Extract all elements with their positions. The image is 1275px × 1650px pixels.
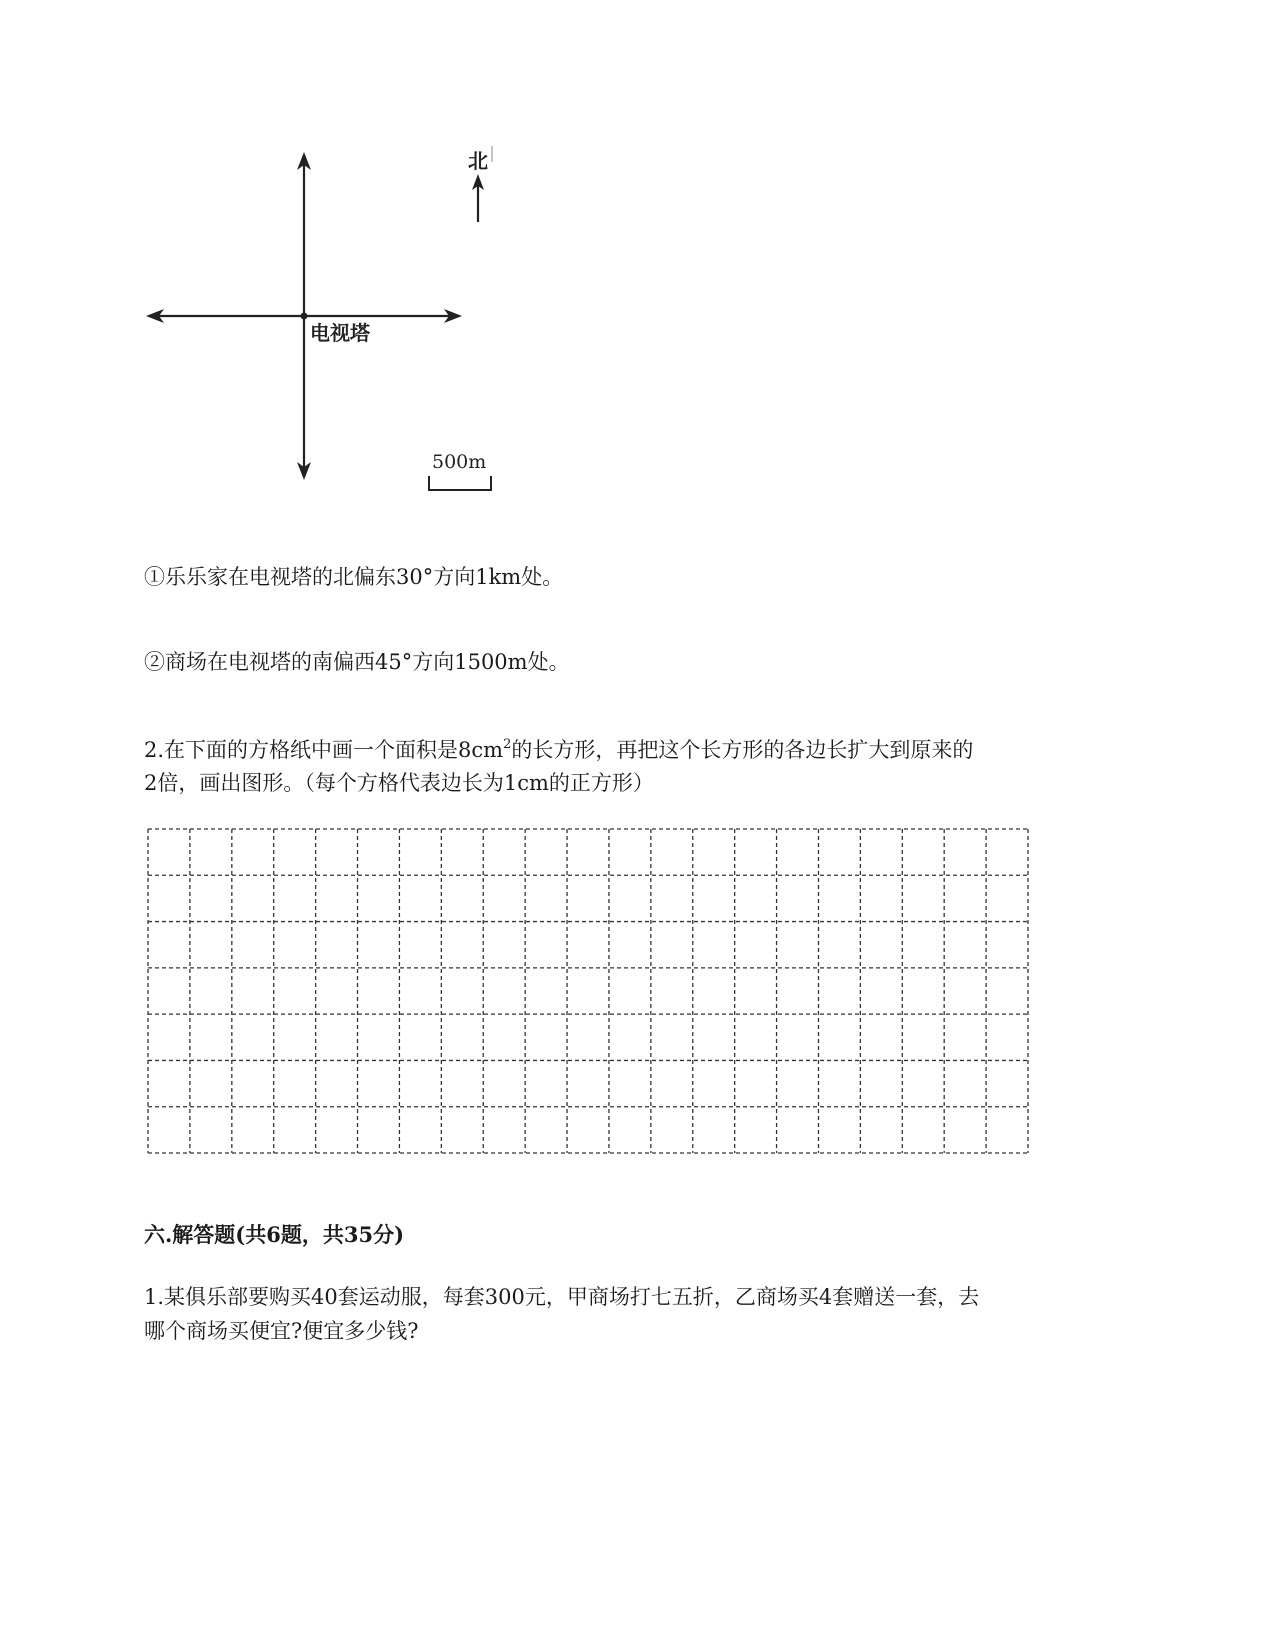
scale-label: 500m — [432, 451, 487, 473]
tower-point — [301, 313, 308, 320]
q1-item-2: ②商场在电视塔的南偏西45°方向1500m处。 — [144, 650, 570, 674]
tower-label: 电视塔 — [310, 321, 370, 345]
q2-line-2: 2倍，画出图形。（每个方格代表边长为1cm的正方形） — [144, 771, 654, 795]
q2-superscript: 2 — [503, 737, 512, 752]
s6-q1-line-1: 1.某俱乐部要购买40套运动服，每套300元，甲商场打七五折，乙商场买4套赠送一套，去 — [144, 1285, 980, 1309]
scale-bar — [429, 476, 491, 490]
section-heading: 六.解答题(共6题，共35分) — [144, 1222, 405, 1247]
q2-text-before: 2.在下面的方格纸中画一个面积是8cm — [144, 738, 504, 762]
q1-item-1: ①乐乐家在电视塔的北偏东30°方向1km处。 — [144, 565, 564, 589]
s6-q1-line-2: 哪个商场买便宜?便宜多少钱? — [144, 1319, 419, 1343]
north-label: 北 — [468, 149, 488, 173]
direction-map — [140, 140, 520, 510]
q2-text-after: 的长方形，再把这个长方形的各边长扩大到原来的 — [511, 738, 974, 762]
q2-line-1 — [144, 733, 973, 767]
dashed-grid[interactable] — [146, 827, 1030, 1155]
